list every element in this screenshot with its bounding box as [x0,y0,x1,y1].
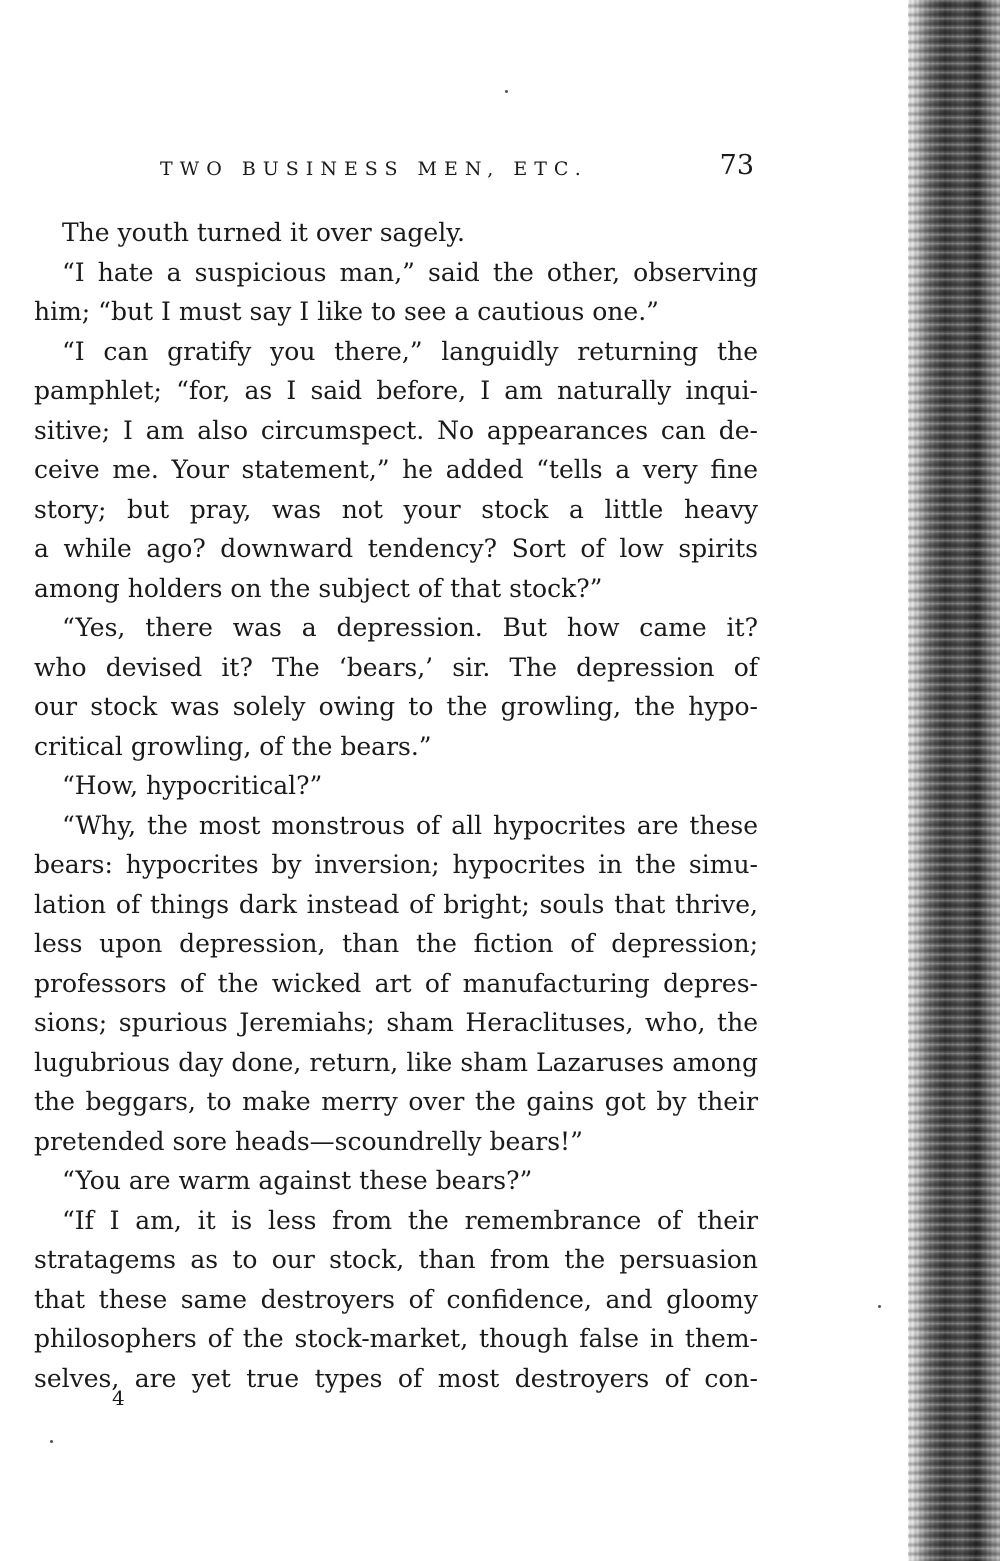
text-line: sions; spurious Jeremiahs; sham Heraclituses, who, the [34,1008,758,1037]
page-number: 73 [719,150,754,181]
text-line: professors of the wicked art of manufacturing depres- [34,968,758,998]
text-line: pretended sore heads—scoundrelly bears!” [34,1126,583,1156]
text-line: that these same destroyers of confidence, and gloomy [34,1284,758,1314]
text-line: “I hate a suspicious man,” said the other, observing [62,257,758,287]
text-line: our stock was solely owing to the growling, the hypo- [34,692,758,721]
text-line: “You are warm against these bears?” [62,1166,533,1195]
text-line: The youth turned it over sagely. [62,218,465,247]
paper-speck [50,1440,53,1443]
text-line: among holders on the subject of that stock?” [34,573,603,603]
text-line: sitive; I am also circumspect. No appearances can de- [34,415,758,445]
text-line: “Yes, there was a depression. But how came it? [62,613,758,642]
text-line: bears: hypocrites by inversion; hypocrites in the simu- [34,850,758,879]
paper-speck [505,90,508,93]
text-line: “Why, the most monstrous of all hypocrites are these [62,810,758,840]
running-title: TWO BUSINESS MEN, ETC. [160,158,588,180]
text-line: philosophers of the stock-market, though false in them- [34,1324,758,1353]
text-line: lugubrious day done, return, like sham Lazaruses among [34,1047,758,1077]
text-line: story; but pray, was not your stock a little heavy [34,494,758,524]
text-line: a while ago? downward tendency? Sort of low spirits [34,534,758,563]
text-line: ceive me. Your statement,” he added “tells a very fine [34,455,758,484]
text-line: selves, are yet true types of most destroyers of con- [34,1363,758,1393]
text-line: him; “but I must say I like to see a cautious one.” [34,297,659,326]
text-line: “I can gratify you there,” languidly returning the [62,336,758,366]
text-line: less upon depression, than the fiction of depression; [34,929,758,958]
text-line: pamphlet; “for, as I said before, I am naturally inqui- [34,376,758,405]
text-line: lation of things dark instead of bright; souls that thrive, [34,889,758,919]
binding-texture [908,0,1000,1561]
text-line: the beggars, to make merry over the gains got by their [34,1087,758,1116]
text-line: who devised it? The ‘bears,’ sir. The depression of [34,652,758,682]
page-header [160,150,760,190]
signature-mark: 4 [112,1386,125,1410]
text-line: critical growling, of the bears.” [34,731,432,761]
paper-speck [878,1305,881,1308]
text-line: “How, hypocritical?” [62,771,323,800]
text-line: stratagems as to our stock, than from the persuasion [34,1245,758,1274]
text-line: “If I am, it is less from the remembrance of their [62,1205,758,1235]
body-text [34,213,758,1398]
